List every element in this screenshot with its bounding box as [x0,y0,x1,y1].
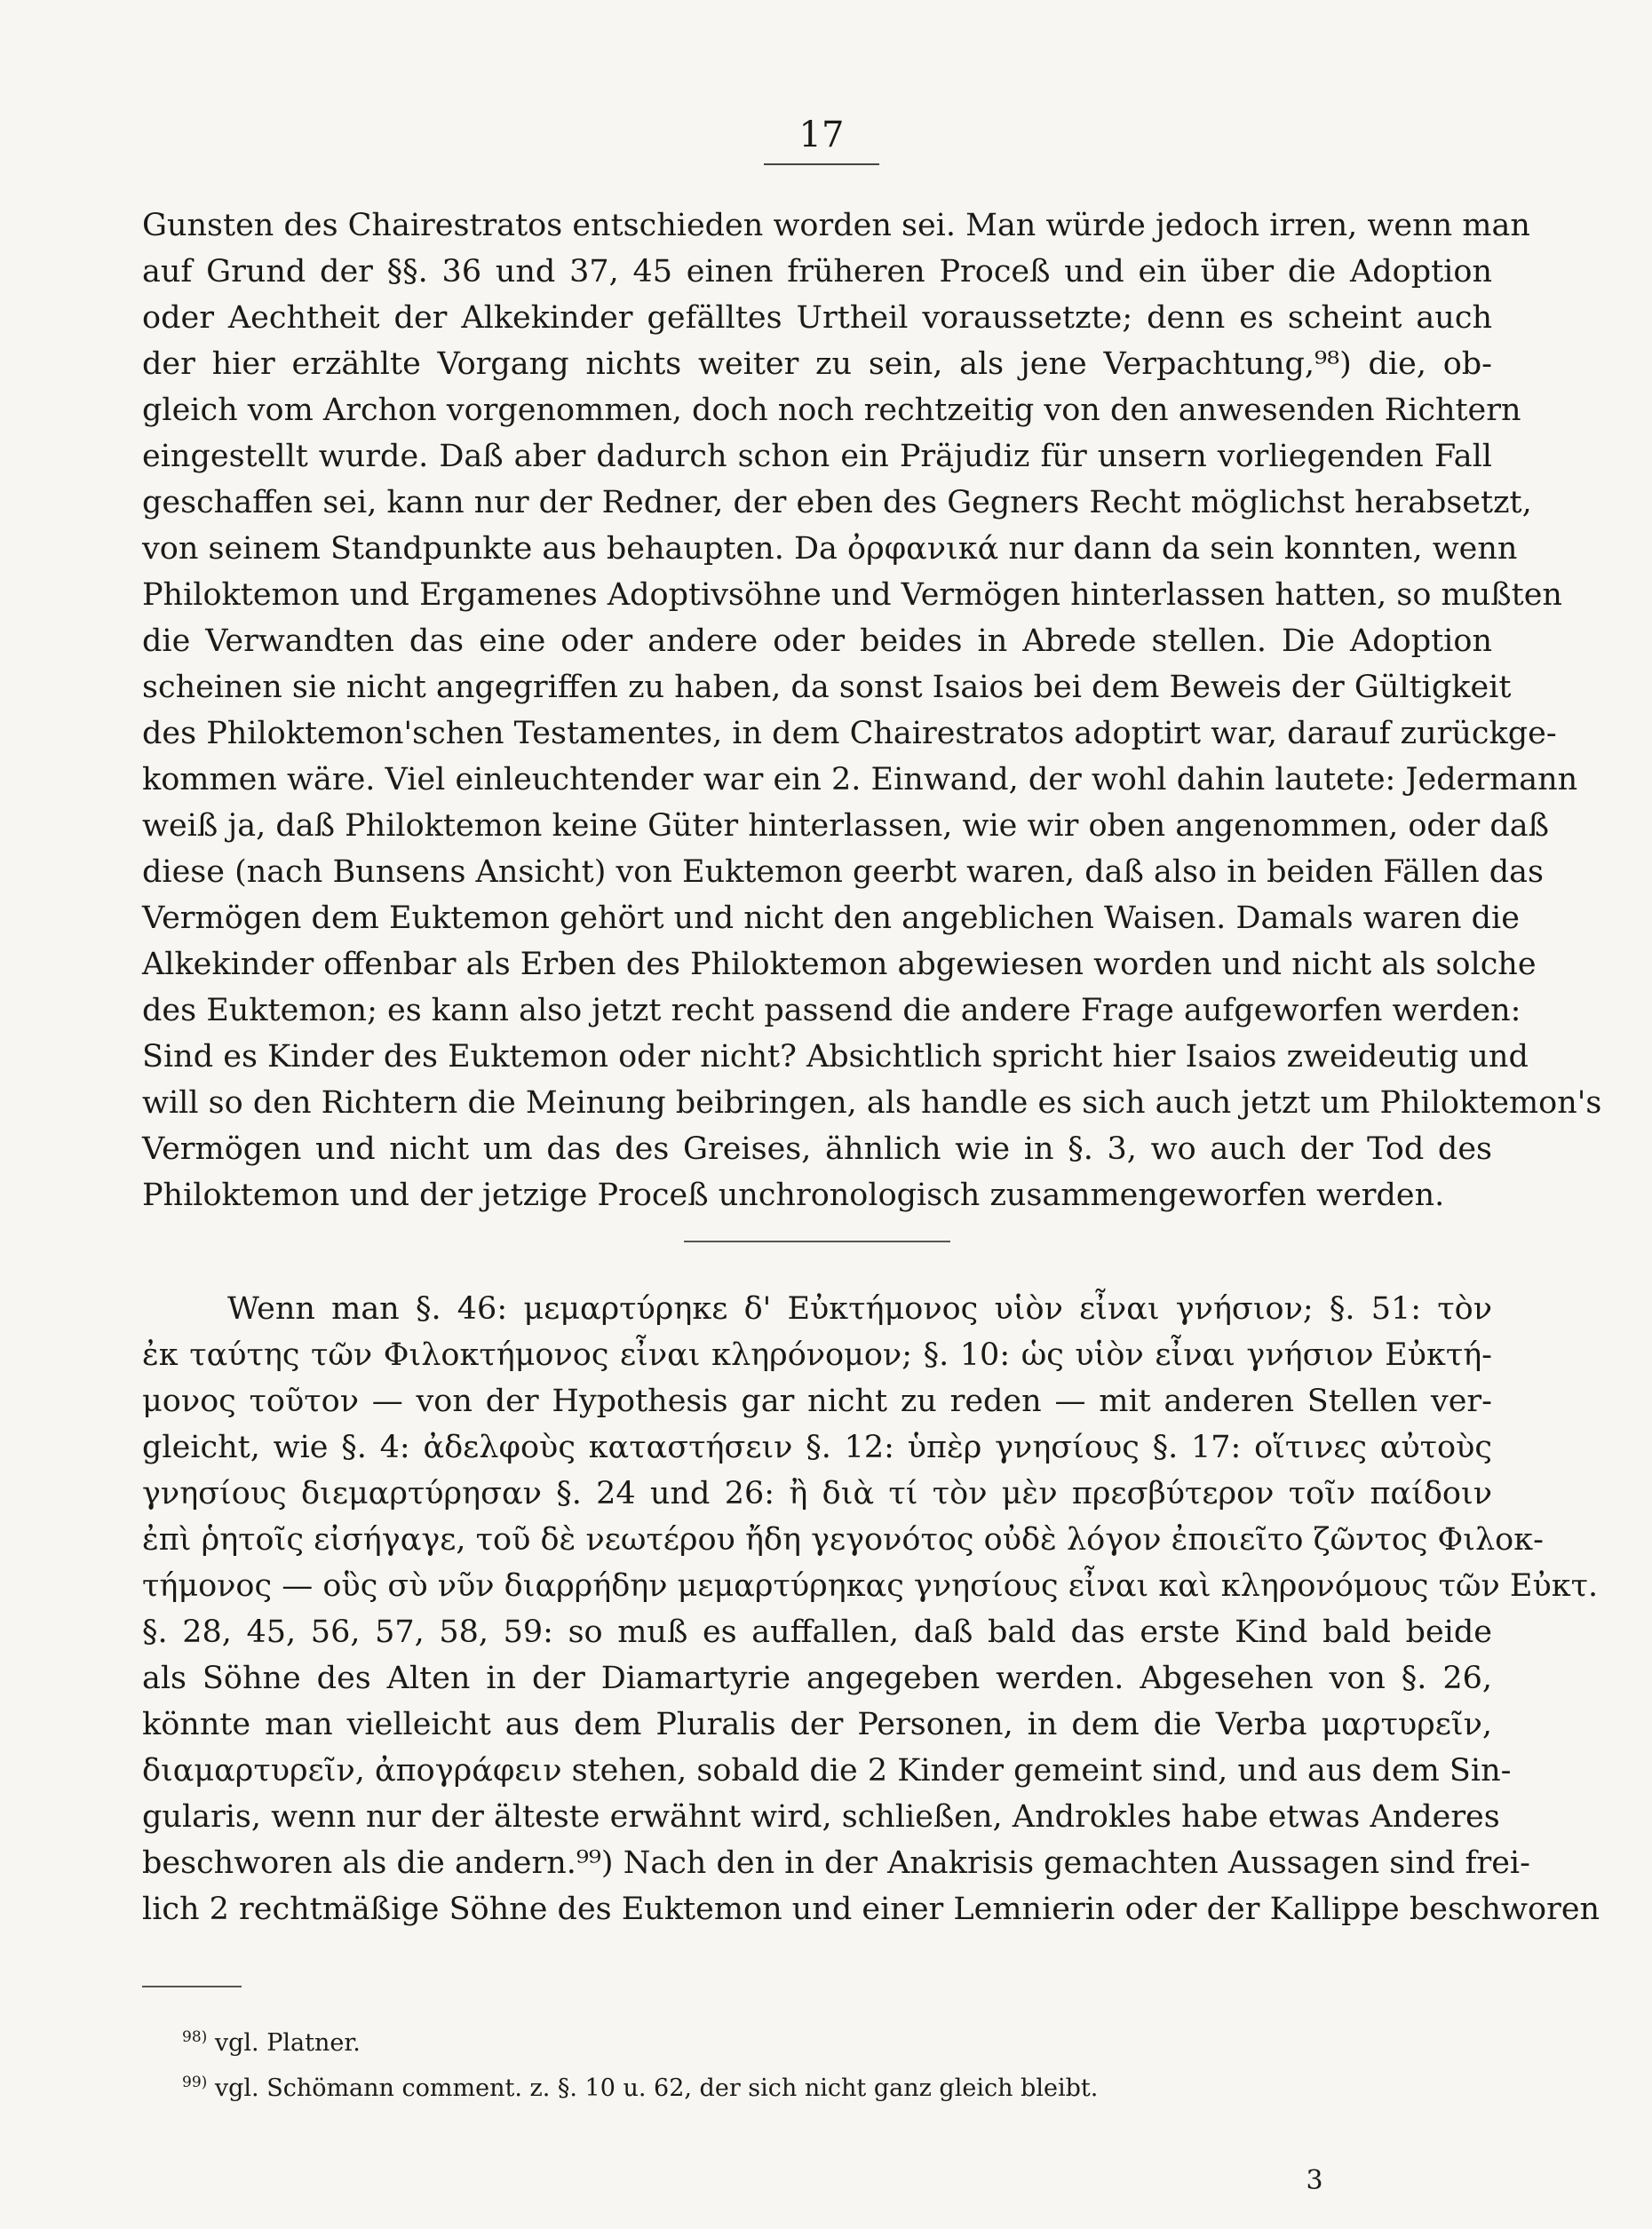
text-line: Philoktemon und Ergamenes Adoptivsöhne und Vermögen hinterlassen hatten, so mußten [142,577,1562,613]
text-line: gularis, wenn nur der älteste erwähnt wird, schließen, Androkles habe etwas Anderes [142,1799,1500,1835]
text-line: Alkekinder offenbar als Erben des Philoktemon abgewiesen worden und nicht als solche [142,947,1537,982]
footnote-99 [182,2063,1337,2108]
text-line: scheinen sie nicht angegriffen zu haben, da sonst Isaios bei dem Beweis der Gültigkeit [142,670,1512,705]
text-line: Vermögen und nicht um das des Greises, ähnlich wie in §. 3, wo auch der Tod des [142,1131,1492,1167]
text-line: kommen wäre. Viel einleuchtender war ein 2. Einwand, der wohl dahin lautete: Jedermann [142,762,1578,797]
text-line: lich 2 rechtmäßige Söhne des Euktemon und einer Lemnierin oder der Kallippe beschworen [142,1892,1600,1927]
text-line: auf Grund der §§. 36 und 37, 45 einen früheren Proceß und ein über die Adoption [142,254,1492,290]
body-paragraph-1 [142,202,1602,1218]
text-line: μονος τοῦτον — von der Hypothesis gar nicht zu reden — mit anderen Stellen ver- [142,1384,1492,1419]
text-line: ἐκ ταύτης τῶν Φιλοκτήμονος εἶναι κληρόνομον; §. 10: ὡς υἱὸν εἶναι γνήσιον Εὐκτή- [142,1337,1492,1373]
body-paragraph-2 [142,1286,1600,1932]
footnote-marker: 99) [182,2074,208,2091]
text-line: §. 28, 45, 56, 57, 58, 59: so muß es auffallen, daß bald das erste Kind bald beide [142,1614,1492,1650]
text-line: διαμαρτυρεῖν, ἀπογράφειν stehen, sobald die 2 Kinder gemeint sind, und aus dem Sin- [142,1753,1512,1789]
text-line: Philoktemon und der jetzige Proceß unchronologisch zusammengeworfen werden. [142,1178,1445,1213]
text-line: Sind es Kinder des Euktemon oder nicht? Absichtlich spricht hier Isaios zweideutig und [142,1039,1529,1075]
text-line: Wenn man §. 46: μεμαρτύρηκε δ' Εὐκτήμονος υἱὸν εἶναι γνήσιον; §. 51: τὸν [227,1291,1492,1327]
section-divider [684,1241,950,1242]
footnote-98 [182,2018,1337,2063]
text-line: eingestellt wurde. Daß aber dadurch schon ein Präjudiz für unsern vorliegenden Fall [142,439,1492,474]
footnote-text: vgl. Schömann comment. z. §. 10 u. 62, der sich nicht ganz gleich bleibt. [214,2074,1099,2102]
text-line: γνησίους διεμαρτύρησαν §. 24 und 26: ἢ διὰ τί τὸν μὲν πρεσβύτερον τοῖν παίδοιν [142,1476,1492,1511]
text-line: will so den Richtern die Meinung beibringen, als handle es sich auch jetzt um Philoktemon's [142,1085,1602,1121]
text-line: diese (nach Bunsens Ansicht) von Euktemon geerbt waren, daß also in beiden Fällen das [142,854,1544,890]
footnote-marker: 98) [182,2028,208,2046]
text-line: des Philoktemon'schen Testamentes, in dem Chairestratos adoptirt war, darauf zurückge- [142,716,1557,751]
footnote-divider [142,1986,242,1987]
text-line: ἐπὶ ῥητοῖς εἰσήγαγε, τοῦ δὲ νεωτέρου ἤδη γεγονότος οὐδὲ λόγον ἐποιεῖτο ζῶντος Φιλοκ- [142,1522,1544,1558]
text-line: geschaffen sei, kann nur der Redner, der eben des Gegners Recht möglichst herabsetzt, [142,485,1532,520]
text-line: beschworen als die andern.⁹⁹) Nach den in der Anakrisis gemachten Aussagen sind frei- [142,1845,1530,1881]
footnotes [182,2018,1337,2108]
text-line: weiß ja, daß Philoktemon keine Güter hinterlassen, wie wir oben angenommen, oder daß [142,808,1550,844]
text-line: des Euktemon; es kann also jetzt recht passend die andere Frage aufgeworfen werden: [142,993,1521,1028]
text-line: Vermögen dem Euktemon gehört und nicht den angeblichen Waisen. Damals waren die [142,900,1520,936]
text-line: τήμονος — οὓς σὺ νῦν διαρρήδην μεμαρτύρηκας γνησίους εἶναι καὶ κληρονόμους τῶν Εὐκτ. [142,1568,1599,1604]
text-line: von seinem Standpunkte aus behaupten. Da ὀρφανικά nur dann da sein konnten, wenn [142,531,1518,567]
text-line: gleicht, wie §. 4: ἀδελφοὺς καταστήσειν §. 12: ὑπὲρ γνησίους §. 17: οἵτινες αὐτοὺς [142,1430,1492,1465]
text-line: die Verwandten das eine oder andere oder beides in Abrede stellen. Die Adoption [142,623,1492,659]
text-line: Gunsten des Chairestratos entschieden worden sei. Man würde jedoch irren, wenn man [142,208,1530,243]
text-line: der hier erzählte Vorgang nichts weiter zu sein, als jene Verpachtung,⁹⁸) die, ob- [142,346,1492,382]
text-line: könnte man vielleicht aus dem Pluralis der Personen, in dem die Verba μαρτυρεῖν, [142,1707,1492,1742]
text-line: gleich vom Archon vorgenommen, doch noch rechtzeitig von den anwesenden Richtern [142,393,1521,428]
footnote-text: vgl. Platner. [214,2029,361,2057]
page-number-rule [764,163,879,165]
text-line: oder Aechtheit der Alkekinder gefälltes Urtheil voraussetzte; denn es scheint auch [142,300,1492,336]
sheet-signature: 3 [1306,2165,1323,2196]
page-number: 17 [798,115,845,155]
text-line: als Söhne des Alten in der Diamartyrie angegeben werden. Abgesehen von §. 26, [142,1661,1492,1696]
